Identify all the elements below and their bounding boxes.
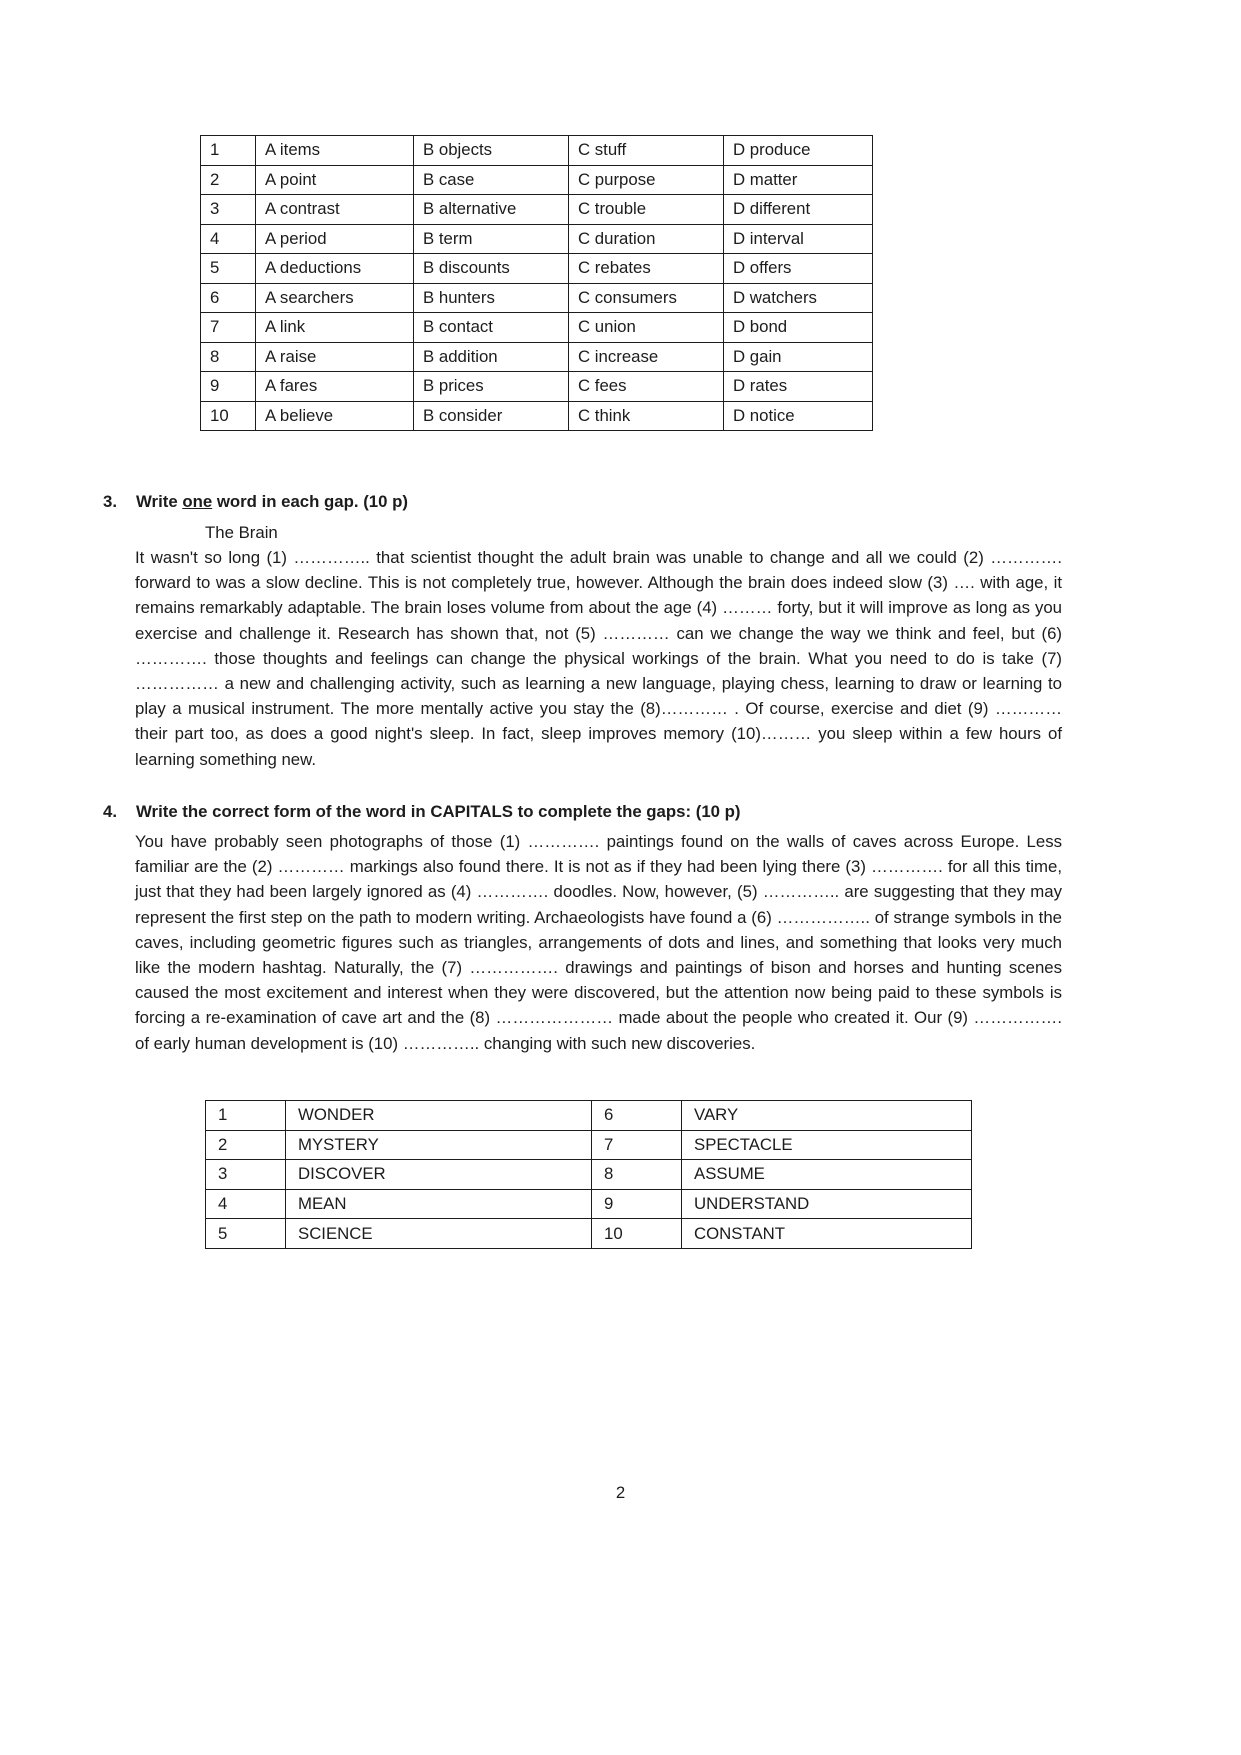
section-number: 4. (103, 802, 117, 821)
table-row (201, 254, 873, 284)
table-row (201, 342, 873, 372)
question-number: 4 (201, 224, 256, 254)
capital-word: SPECTACLE (682, 1130, 972, 1160)
item-number: 7 (592, 1130, 682, 1160)
item-number: 10 (592, 1219, 682, 1249)
option-d: D notice (724, 401, 873, 431)
section-4 (103, 799, 1063, 1056)
question-number: 6 (201, 283, 256, 313)
item-number: 1 (206, 1101, 286, 1131)
item-number: 3 (206, 1160, 286, 1190)
option-a: A deductions (256, 254, 414, 284)
option-d: D rates (724, 372, 873, 402)
word-formation-passage: You have probably seen photographs of those (1) …………. paintings found on the walls of caves across Europe. Less familiar are the (2) ………… markings also found there. It is not as if they had been lying there (3) …………. for all this time, just that they had been largely ignored as (4) …………. doodles. Now, however, (5) ………….. are suggesting that they may represent the first step on the path to modern writing. Archaeologists have found a (6) …………….. of strange symbols in the caves, including geometric figures such as triangles, arrangements of dots and lines, and something that looks very much like the modern hashtag. Naturally, the (7) ……………. drawings and paintings of bison and horses and hunting scenes caused the most excitement and interest when they were discovered, but the attention now being paid to these symbols is forcing a re-examination of cave art and the (8) ………………… made about the people who created it. Our (9) ……………. of early human development is (10) ………….. changing with such new discoveries. (135, 832, 1062, 1053)
option-a: A point (256, 165, 414, 195)
option-b: B contact (414, 313, 569, 343)
table-row (201, 372, 873, 402)
section-title (136, 489, 1063, 514)
table-row (201, 136, 873, 166)
question-number: 9 (201, 372, 256, 402)
option-a: A raise (256, 342, 414, 372)
gap-fill-passage: It wasn't so long (1) ………….. that scientist thought the adult brain was unable to change and all we could (2) …………. forward to was a slow decline. This is not completely true, however. Although the brain does indeed slow (3) …. with age, it remains remarkably adaptable. The brain loses volume from about the age (4) ……… forty, but it will improve as long as you exercise and challenge it. Research has shown that, not (5) ………… can we change the way we think and feel, but (6) …………. those thoughts and feelings can change the physical workings of the brain. What you need to do is take (7) …………… a new and challenging activity, such as learning a new language, playing chess, learning to draw or learning to play a musical instrument. The more mentally active you stay the (8)………… . Of course, exercise and diet (9) ………… their part too, as does a good night's sleep. In fact, sleep improves memory (10)……… you sleep within a few hours of learning something new. (135, 548, 1062, 769)
capital-word: MEAN (286, 1189, 592, 1219)
question-number: 5 (201, 254, 256, 284)
table-row (201, 224, 873, 254)
capital-word: DISCOVER (286, 1160, 592, 1190)
capital-word: VARY (682, 1101, 972, 1131)
option-a: A believe (256, 401, 414, 431)
option-c: C duration (569, 224, 724, 254)
question-number: 8 (201, 342, 256, 372)
option-d: D watchers (724, 283, 873, 313)
capital-word: UNDERSTAND (682, 1189, 972, 1219)
table-row (201, 401, 873, 431)
section-4-heading (103, 799, 1063, 824)
capital-word: WONDER (286, 1101, 592, 1131)
page-number: 2 (615, 1483, 626, 1502)
option-a: A searchers (256, 283, 414, 313)
table-row (201, 313, 873, 343)
capital-word: ASSUME (682, 1160, 972, 1190)
question-number: 10 (201, 401, 256, 431)
item-number: 8 (592, 1160, 682, 1190)
item-number: 6 (592, 1101, 682, 1131)
section-3 (103, 489, 1063, 772)
option-d: D gain (724, 342, 873, 372)
capital-word: CONSTANT (682, 1219, 972, 1249)
table-row (201, 165, 873, 195)
table-row (206, 1189, 972, 1219)
option-b: B discounts (414, 254, 569, 284)
option-d: D offers (724, 254, 873, 284)
option-a: A items (256, 136, 414, 166)
option-a: A link (256, 313, 414, 343)
question-number: 1 (201, 136, 256, 166)
table-row (206, 1219, 972, 1249)
option-c: C purpose (569, 165, 724, 195)
option-b: B hunters (414, 283, 569, 313)
option-c: C fees (569, 372, 724, 402)
heading-text: Write (136, 492, 183, 511)
question-number: 2 (201, 165, 256, 195)
capital-word: MYSTERY (286, 1130, 592, 1160)
passage-title: The Brain (205, 523, 278, 542)
option-c: C trouble (569, 195, 724, 225)
option-b: B consider (414, 401, 569, 431)
heading-underlined-word: one (182, 492, 213, 511)
item-number: 9 (592, 1189, 682, 1219)
option-a: A contrast (256, 195, 414, 225)
section-title: Write the correct form of the word in CAPITALS to complete the gaps: (10 p) (136, 802, 741, 821)
section-number: 3. (103, 492, 117, 511)
item-number: 5 (206, 1219, 286, 1249)
table-row (206, 1130, 972, 1160)
option-b: B alternative (414, 195, 569, 225)
option-c: C consumers (569, 283, 724, 313)
item-number: 4 (206, 1189, 286, 1219)
option-c: C stuff (569, 136, 724, 166)
table-row (201, 283, 873, 313)
option-b: B term (414, 224, 569, 254)
option-d: D interval (724, 224, 873, 254)
question-number: 7 (201, 313, 256, 343)
option-d: D different (724, 195, 873, 225)
table-row (206, 1101, 972, 1131)
option-c: C increase (569, 342, 724, 372)
option-a: A period (256, 224, 414, 254)
option-b: B case (414, 165, 569, 195)
option-d: D produce (724, 136, 873, 166)
section-3-heading (103, 489, 1063, 514)
option-b: B objects (414, 136, 569, 166)
question-number: 3 (201, 195, 256, 225)
option-d: D matter (724, 165, 873, 195)
multiple-choice-options-table (200, 135, 873, 431)
option-b: B prices (414, 372, 569, 402)
option-c: C union (569, 313, 724, 343)
capitals-word-table (205, 1100, 972, 1249)
table-row (206, 1160, 972, 1190)
heading-text: word in each gap. (10 p) (212, 492, 408, 511)
option-c: C rebates (569, 254, 724, 284)
option-d: D bond (724, 313, 873, 343)
option-c: C think (569, 401, 724, 431)
option-a: A fares (256, 372, 414, 402)
table-row (201, 195, 873, 225)
item-number: 2 (206, 1130, 286, 1160)
capital-word: SCIENCE (286, 1219, 592, 1249)
option-b: B addition (414, 342, 569, 372)
